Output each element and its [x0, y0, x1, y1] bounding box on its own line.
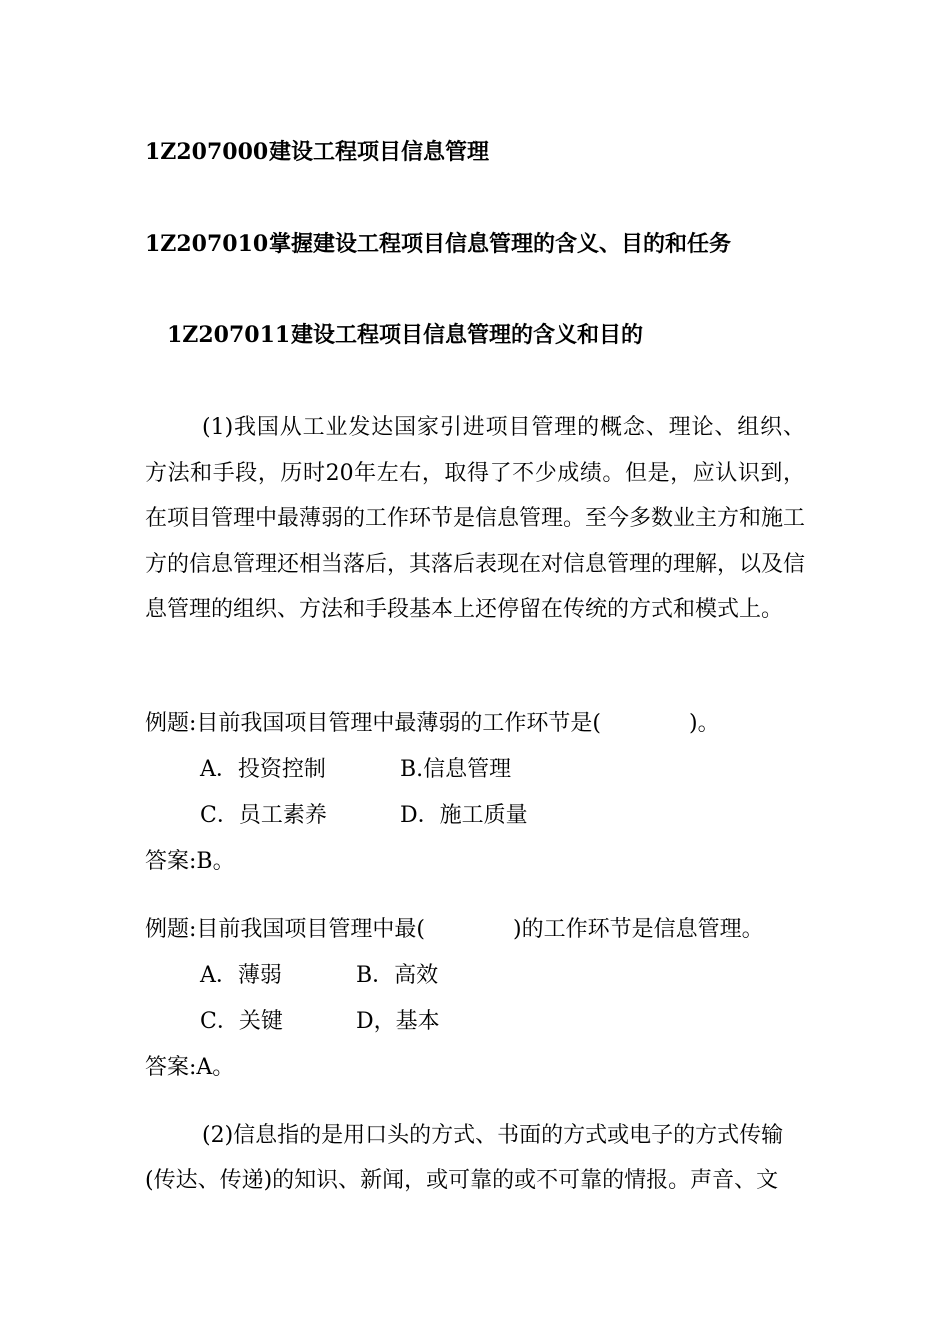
- heading-level-3: [167, 320, 643, 350]
- section-code: 1Z207010: [145, 231, 269, 257]
- paragraph-2-line-1: [202, 1121, 783, 1151]
- example-question: 例题:目前我国项目管理中最( )的工作环节是信息管理。: [145, 917, 764, 942]
- paragraph-text: (传达、传递)的知识、新闻，或可靠的或不可靠的情报。声音、文: [145, 1168, 779, 1193]
- example-answer: 答案:A。: [145, 1055, 235, 1080]
- option-b: B.信息管理: [400, 757, 512, 782]
- heading-level-2: [145, 229, 731, 259]
- heading-level-1: [145, 137, 489, 167]
- paragraph-text: (2)信息指的是用口头的方式、书面的方式或电子的方式传输: [202, 1123, 784, 1148]
- option-d: D，基本: [356, 1009, 440, 1034]
- option-c: C．关键: [200, 1009, 283, 1034]
- section-title: 建设工程项目信息管理: [269, 139, 490, 165]
- paragraph-1: [145, 405, 805, 633]
- option-d: D．施工质量: [400, 803, 528, 828]
- example-answer: 答案:B。: [145, 849, 235, 874]
- option-b: B．高效: [356, 963, 439, 988]
- section-title: 建设工程项目信息管理的含义和目的: [291, 322, 644, 348]
- section-title: 掌握建设工程项目信息管理的含义、目的和任务: [269, 231, 732, 257]
- paragraph-2-line-2: [145, 1166, 778, 1196]
- option-c: C．员工素养: [200, 803, 327, 828]
- paragraph-text: (1)我国从工业发达国家引进项目管理的概念、理论、组织、方法和手段，历时20年左右，取得了不少成绩。但是，应认识到，在项目管理中最薄弱的工作环节是信息管理。至今多数业主方和施工方的信息管理还相当落后，其落后表现在对信息管理的理解，以及信息管理的组织、方法和手段基本上还停留在传统的方式和模式上。: [145, 415, 806, 622]
- section-code: 1Z207011: [167, 322, 291, 348]
- option-a: A．投资控制: [200, 757, 326, 782]
- section-code: 1Z207000: [145, 139, 269, 165]
- option-a: A．薄弱: [200, 963, 282, 988]
- example-question: 例题:目前我国项目管理中最薄弱的工作环节是( )。: [145, 711, 720, 736]
